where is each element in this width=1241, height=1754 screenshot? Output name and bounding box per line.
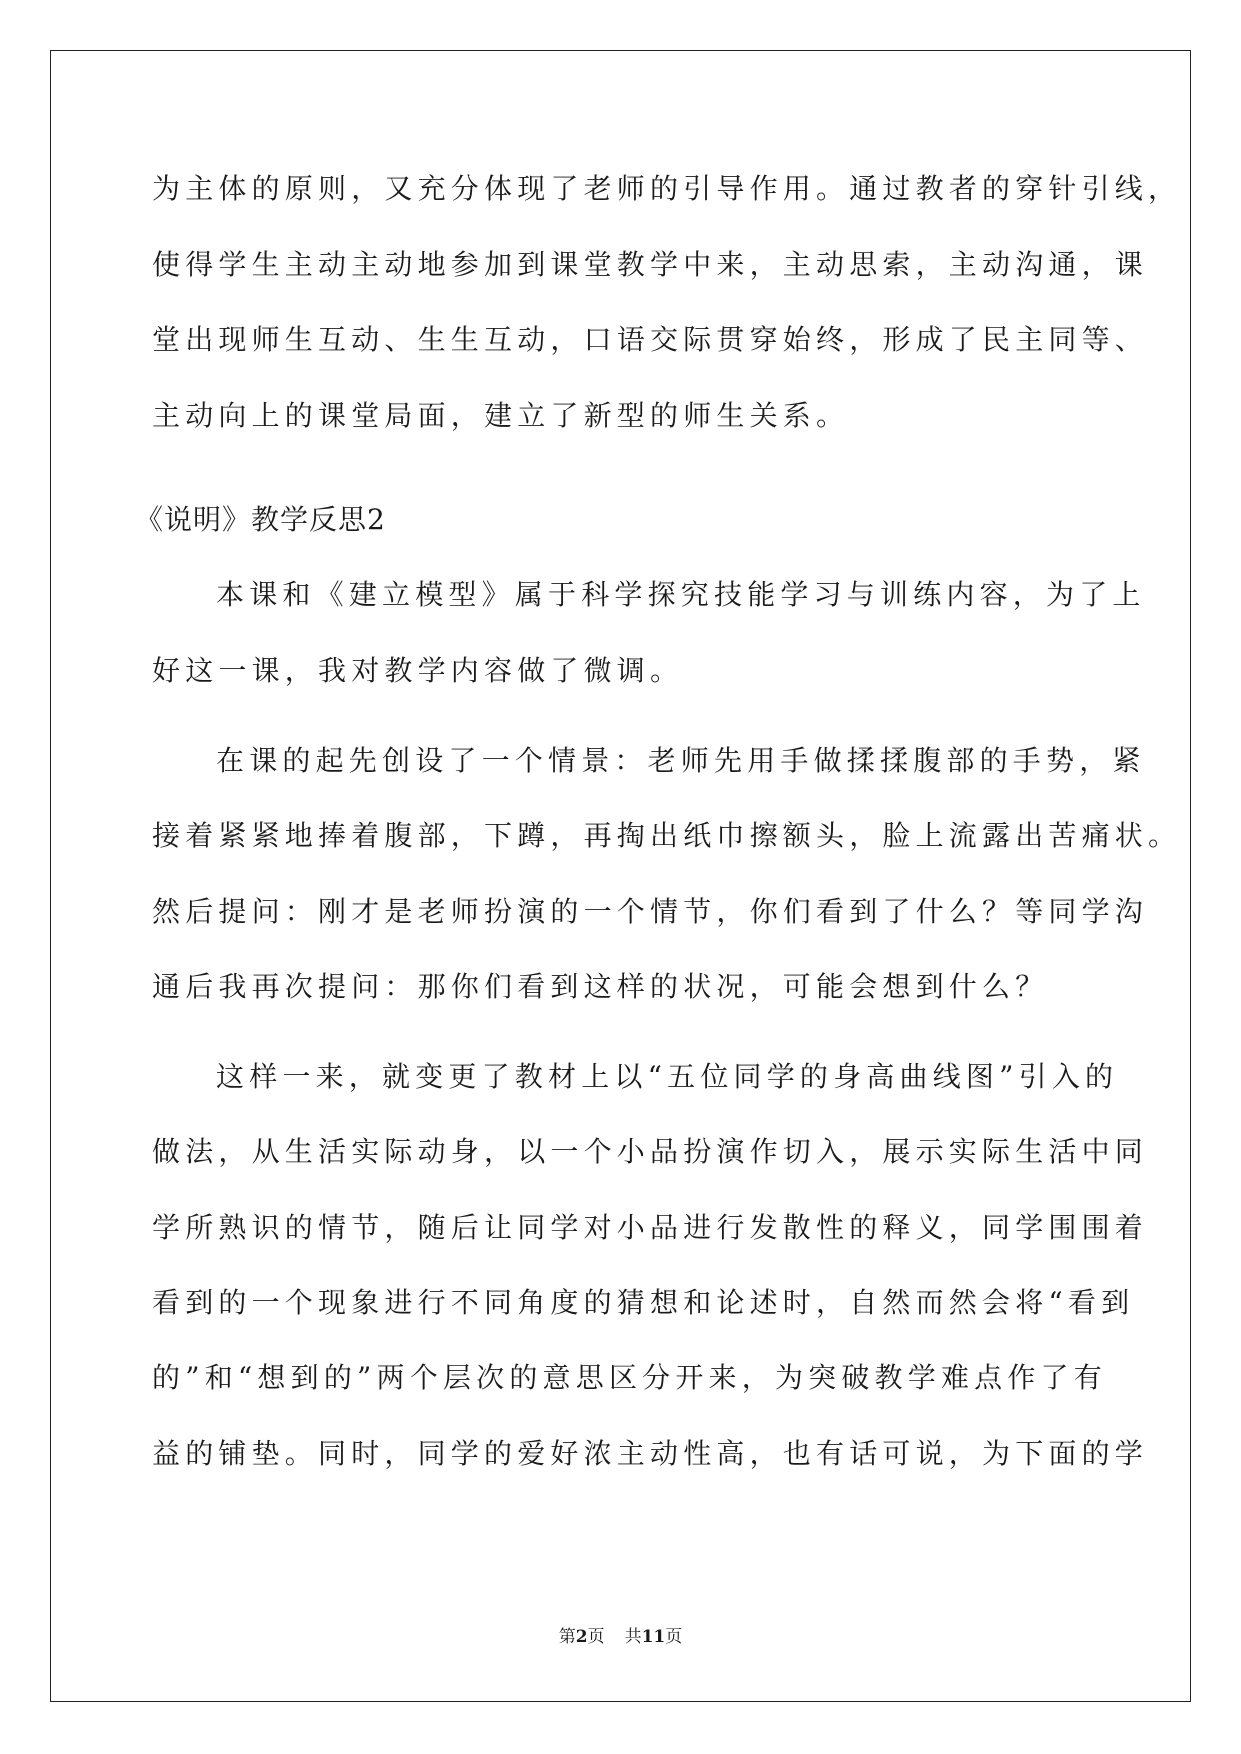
paragraph-1-line-1: 为主体的原则，又充分体现了老师的引导作用。通过教者的穿针引线， — [152, 172, 1182, 205]
paragraph-3-line-2: 接着紧紧地捧着腹部，下蹲，再掏出纸巾擦额头，脸上流露出苦痛状。 — [152, 819, 1182, 852]
paragraph-4-line-3: 学所熟识的情节，随后让同学对小品进行发散性的释义，同学围围着 — [152, 1211, 1149, 1244]
paragraph-4-line-1: 这样一来，就变更了教材上以“五位同学的身高曲线图”引入的 — [216, 1060, 1119, 1093]
paragraph-2-line-1: 本课和《建立模型》属于科学探究技能学习与训练内容，为了上 — [216, 578, 1146, 611]
page-footer — [0, 1625, 1241, 1649]
current-page-number: 2 — [575, 1627, 588, 1647]
paragraph-1-line-3: 堂出现师生互动、生生互动，口语交际贯穿始终，形成了民主同等、 — [152, 323, 1149, 356]
section-heading: 《说明》教学反思2 — [135, 503, 386, 536]
paragraph-4-line-5: 的”和“想到的”两个层次的意思区分开来，为突破教学难点作了有 — [152, 1361, 1107, 1394]
paragraph-4-line-6: 益的铺垫。同时，同学的爱好浓主动性高，也有话可说，为下面的学 — [152, 1437, 1149, 1470]
total-prefix: 共 — [624, 1627, 642, 1647]
paragraph-3-line-4: 通后我再次提问：那你们看到这样的状况，可能会想到什么？ — [152, 970, 1049, 1003]
paragraph-2-line-2: 好这一课，我对教学内容做了微调。 — [152, 654, 684, 687]
page-suffix: 页 — [587, 1627, 605, 1647]
page-prefix: 第 — [558, 1627, 576, 1647]
total-suffix: 页 — [665, 1627, 683, 1647]
paragraph-4-line-2: 做法，从生活实际动身，以一个小品扮演作切入，展示实际生活中同 — [152, 1135, 1149, 1168]
paragraph-3-line-1: 在课的起先创设了一个情景：老师先用手做揉揉腹部的手势，紧 — [216, 744, 1146, 777]
paragraph-1-line-2: 使得学生主动主动地参加到课堂教学中来，主动思索，主动沟通，课 — [152, 248, 1149, 281]
paragraph-4-line-4: 看到的一个现象进行不同角度的猜想和论述时，自然而然会将“看到 — [152, 1286, 1135, 1319]
total-page-count: 11 — [641, 1627, 666, 1647]
paragraph-1-line-4: 主动向上的课堂局面，建立了新型的师生关系。 — [152, 399, 850, 432]
paragraph-3-line-3: 然后提问：刚才是老师扮演的一个情节，你们看到了什么？等同学沟 — [152, 895, 1149, 928]
